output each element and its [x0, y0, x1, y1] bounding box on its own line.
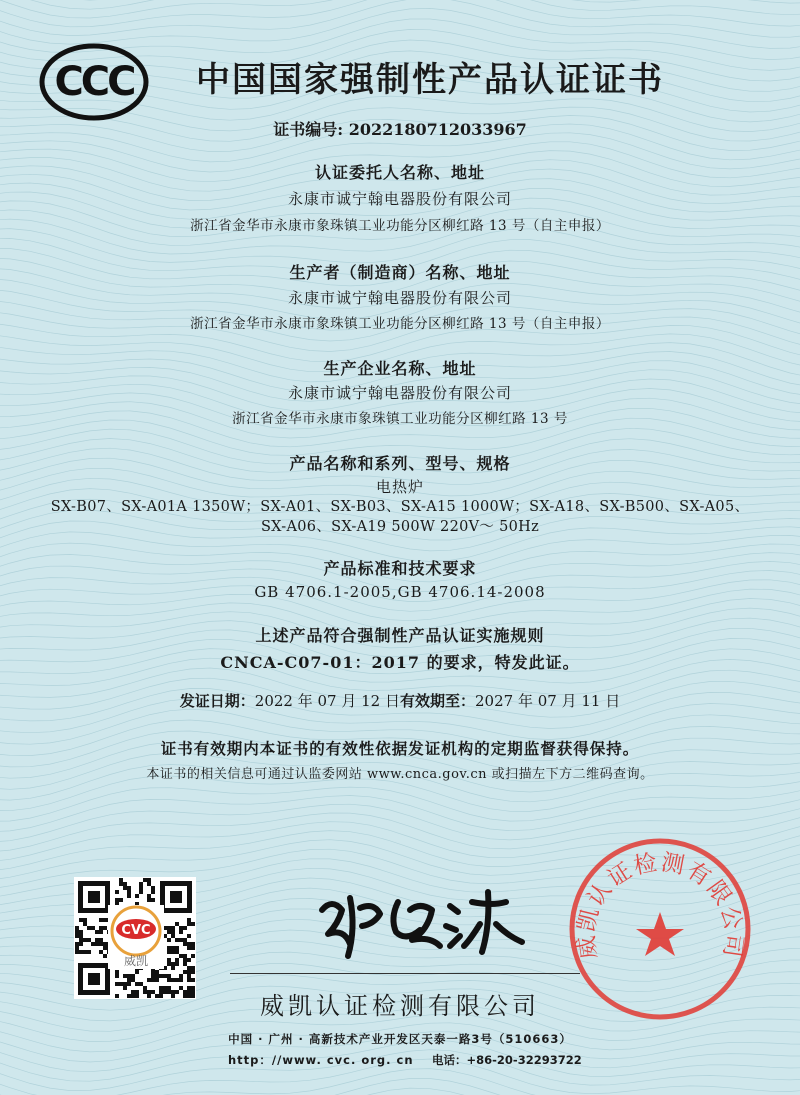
applicant-heading: 认证委托人名称、地址: [314, 163, 485, 182]
product-models-line1: SX-B07、SX-A01A 1350W；SX-A01、SX-B03、SX-A15 1000W；SX-A18、SX-B500、SX-A05、: [50, 499, 750, 515]
issue-date-value: 2022 年 07 月 12 日: [254, 692, 400, 710]
standards-heading: 产品标准和技术要求: [323, 559, 477, 578]
expiry-date-value: 2027 年 07 月 11 日: [475, 692, 621, 710]
issue-date-label: 发证日期：: [179, 692, 255, 710]
expiry-date-label: 有效期至：: [400, 692, 476, 710]
cvc-logo-text: CVC: [121, 923, 151, 938]
ccc-logo-text: CCC: [54, 59, 134, 105]
issuer-website-link[interactable]: http：//www. cvc. org. cn: [228, 1053, 414, 1067]
product-models-line2: SX-A06、SX-A19 500W 220V～ 50Hz: [260, 519, 540, 535]
manufacturer-name: 永康市诚宁翰电器股份有限公司: [287, 289, 512, 307]
product-name: 电热炉: [375, 478, 424, 496]
manufacturer-heading: 生产者（制造商）名称、地址: [289, 263, 511, 282]
issuer-phone: [432, 1052, 582, 1068]
certificate-number-value: 2022180712033967: [348, 120, 527, 139]
conformity-line2: CNCA-C07-01：2017 的要求，特发此证。: [220, 653, 580, 672]
signature: [300, 880, 540, 970]
conformity-line1: 上述产品符合强制性产品认证实施规则: [255, 626, 545, 645]
factory-heading: 生产企业名称、地址: [323, 359, 477, 378]
page-title: 中国国家强制性产品认证证书: [196, 60, 664, 100]
issuer-divider: [230, 973, 580, 974]
validity-notice: 证书有效期内本证书的有效性依据发证机构的定期监督获得保持。: [160, 739, 640, 758]
seal-text: 威凯认证检测有限公司: [573, 849, 747, 961]
issuer-address: 中国 · 广州 · 高新技术产业开发区天泰一路3号（510663）: [228, 1032, 572, 1046]
certificate-number: [0, 117, 800, 140]
factory-address: 浙江省金华市永康市象珠镇工业功能分区柳红路 13 号: [232, 411, 568, 427]
official-seal: [567, 836, 753, 1022]
validity-dates: [0, 690, 800, 711]
applicant-address: 浙江省金华市永康市象珠镇工业功能分区柳红路 13 号（自主申报）: [190, 218, 610, 234]
cvc-logo: [108, 905, 164, 969]
verification-notice: 本证书的相关信息可通过认监委网站 www.cnca.gov.cn 或扫描左下方二维码查询。: [146, 767, 654, 782]
issuer-phone-label: 电话：: [432, 1053, 467, 1067]
standards-value: GB 4706.1-2005,GB 4706.14-2008: [254, 583, 546, 601]
applicant-name: 永康市诚宁翰电器股份有限公司: [287, 190, 512, 208]
issuer-phone-value: +86-20-32293722: [466, 1053, 582, 1067]
product-heading: 产品名称和系列、型号、规格: [289, 454, 511, 473]
cvc-logo-subtext: 威凯: [123, 954, 149, 968]
factory-name: 永康市诚宁翰电器股份有限公司: [287, 384, 512, 402]
certificate-number-label: 证书编号:: [273, 120, 344, 139]
issuer-name: 威凯认证检测有限公司: [260, 992, 540, 1020]
manufacturer-address: 浙江省金华市永康市象珠镇工业功能分区柳红路 13 号（自主申报）: [190, 316, 610, 332]
